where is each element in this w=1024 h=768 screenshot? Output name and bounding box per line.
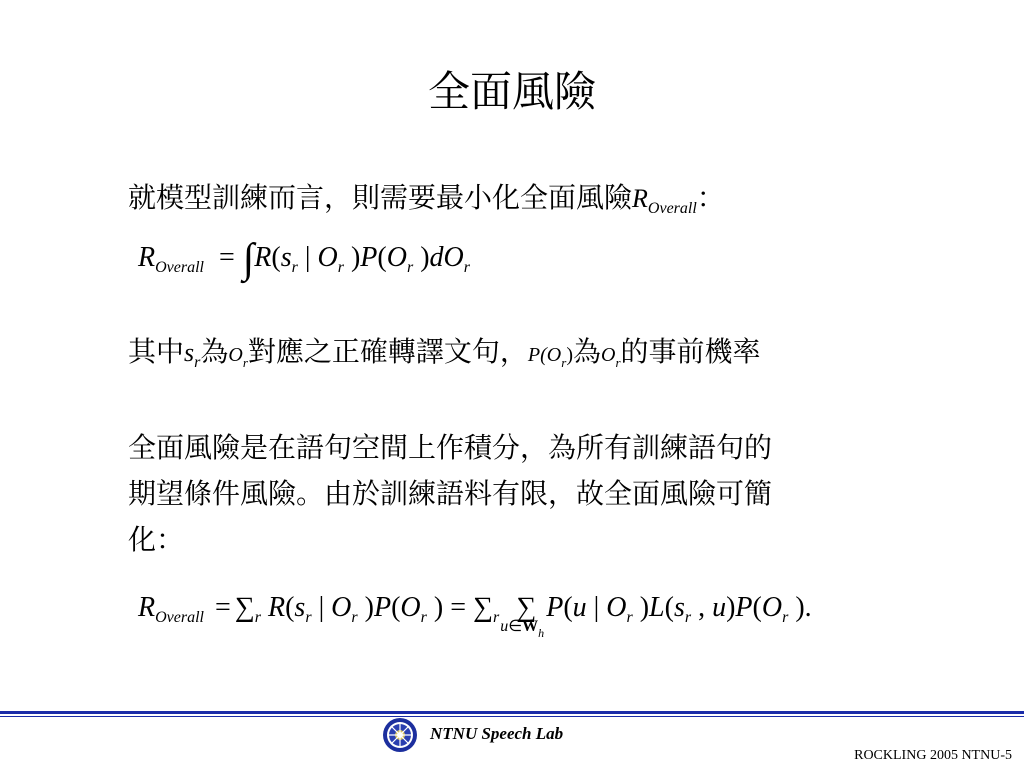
definition-line: 其中$s_r$為$O_r$對應之正確轉譯文句，$P(O_r)$為$O_r$的事前機率 bbox=[128, 335, 761, 371]
footer-rule-thick bbox=[0, 711, 1024, 714]
lab-name: NTNU Speech Lab bbox=[430, 724, 564, 743]
equation-2: $R_{Overall} = \sum_r$ $R(s_r$ | $O_r$ )$P(O_r$ ) = $\sum_r$ ∑ $u\in W_h$ P(u | $O_r$ )$L(s_r$ , $u)P(O_r$ ). bbox=[138, 588, 812, 628]
intro-line bbox=[128, 178, 725, 219]
integral-sign: ∫ bbox=[242, 236, 255, 282]
paragraph-line-2: 期望條件風險。由於訓練語料有限，故全面風險可簡 bbox=[128, 477, 773, 510]
intro-text: 就模型訓練而言，則需要最小化全面風險 bbox=[128, 181, 633, 214]
r-overall-symbol: $R_{Overall}$ bbox=[632, 184, 697, 217]
slide-title: 全面風險 bbox=[427, 67, 596, 116]
intro-colon: ： bbox=[696, 181, 725, 214]
ntnu-logo-icon bbox=[382, 717, 418, 753]
paragraph-line-1: 全面風險是在語句空間上作積分，為所有訓練語句的 bbox=[128, 431, 773, 464]
paragraph-line-3: 化： bbox=[128, 523, 185, 556]
footer-rule-thin bbox=[0, 716, 1024, 717]
equation-1: $R_{Overall} = \int R(s_r$ | $O_r$ )$P(O_r$ )$dO_r$ bbox=[138, 236, 470, 282]
slide-number: ROCKLING 2005 NTNU-5 bbox=[854, 748, 1012, 763]
inner-sum: ∑ $u\in W_h$ bbox=[500, 592, 545, 640]
